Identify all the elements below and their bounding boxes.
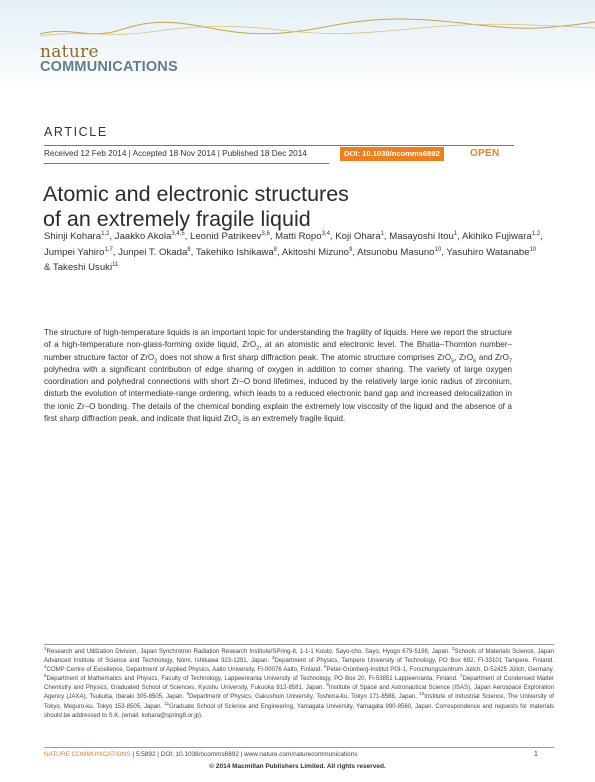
- footnote-text: Department of Condensed Matter Chemistry and Physics, Graduated School of Sciences, Kyushu University, Fukuoka 812-8581, Japan.: [44, 676, 555, 692]
- author-name: Akihiko Fujiwara: [461, 231, 532, 242]
- author-list: [44, 229, 544, 276]
- author-separator: ,: [540, 231, 543, 242]
- author-separator: &: [44, 262, 53, 273]
- abstract-text: is an extremely fragile liquid.: [240, 413, 346, 423]
- subscript: 6: [473, 358, 477, 365]
- abstract-text: , ZrO: [454, 352, 474, 362]
- article-title: [43, 182, 493, 232]
- copyright-notice: © 2014 Macmillan Publishers Limited. All rights reserved.: [209, 763, 386, 770]
- title-line-1: Atomic and electronic structures: [43, 182, 349, 207]
- author-affiliation: 1,2: [101, 230, 110, 237]
- page-number: 1: [534, 751, 538, 758]
- author-name: Atsunobu Masuno: [357, 246, 435, 258]
- journal-logo-wave: [0, 0, 595, 40]
- publication-dates: Received 12 Feb 2014 | Accepted 18 Nov 2014 | Published 18 Dec 2014: [44, 149, 307, 158]
- subscript: 7: [508, 358, 512, 365]
- footnote-number: 5: [323, 664, 327, 670]
- journal-logo-communications: COMMUNICATIONS: [40, 59, 178, 75]
- author-name: Matti Ropo: [275, 231, 322, 242]
- abstract-text: , at an atomistic and electronic level. The Bhatia–Thornton number–number structure factor of ZrO: [44, 340, 512, 362]
- footnote-number: 6: [44, 673, 47, 679]
- footnote-number: 11: [164, 700, 170, 706]
- footnote-text: Peter-Grünberg-Institut PGI-1, Forschungszentrum Jülich, D-52425 Jülich, Germany.: [326, 667, 554, 674]
- subscript: 2: [256, 345, 260, 352]
- author-separator: ,: [457, 231, 462, 242]
- author-name: Shinji Kohara: [44, 231, 102, 242]
- author-affiliation: 1,7: [104, 246, 113, 253]
- author-affiliation: 3,6: [261, 230, 270, 237]
- author-name: Yasuhiro Watanabe: [446, 246, 530, 258]
- author-affiliation: 3,4: [321, 230, 330, 237]
- author-name: Junpei T. Okada: [118, 246, 188, 258]
- footnote-number: 4: [44, 664, 47, 670]
- author-name: Leonid Patrikeev: [190, 231, 262, 242]
- author-separator: ,: [329, 231, 336, 242]
- subscript: 2: [237, 419, 241, 426]
- author-separator: ,: [112, 246, 119, 258]
- open-access-label: OPEN: [470, 148, 500, 159]
- subscript: 2: [154, 358, 158, 365]
- author-separator: ,: [190, 246, 196, 258]
- author-affiliation: 10: [529, 246, 537, 253]
- footnote-number: 9: [186, 691, 190, 697]
- abstract-text: The structure of high-temperature liquids is an important topic for understanding the fragility of liquids. Here we report the structure of a high-temperature non-glass-forming oxide liquid, ZrO: [44, 328, 512, 350]
- footnote-number: 2: [452, 645, 455, 651]
- footnote-text: Schools of Materials Science, Japan Advanced Institute of Science and Technology, Nomi, Ishikawa 923-1291, Japan.: [44, 649, 554, 665]
- abstract-text: and ZrO: [476, 352, 509, 362]
- author-affiliation: 1: [380, 230, 384, 237]
- footnote-text: Department of Physics, Gakushuin University, Toshima-ku, Tokyo 171-8588, Japan.: [189, 694, 420, 701]
- abstract-text: polyhedra with a significant contribution of edge sharing of oxygen in addition to corner sharing. The variety of large oxygen coordination and polyhedral connections with short Zr–O bond lifetimes, induced by the relatively large ionic radius of zirconium, disturb the evolution of intermediate-range ordering, which leads to a reduced electronic band gap and increased delocalization in the ionic Zr–O bonding. The details of the chemical bonding explain the extremely low viscosity of the liquid and the absence of a first sharp diffraction peak, and indicate that liquid ZrO: [44, 364, 512, 423]
- footnote-text: Department of Physics, Tampere University of Technology, PO Box 692, FI-33101 Tampere, Finland.: [274, 658, 555, 665]
- author-name: Koji Ohara: [335, 231, 381, 242]
- footnote-text: COMP Centre of Excellence, Department of Applied Physics, Aalto University, FI-00076 Aalto, Finland.: [46, 667, 324, 674]
- author-separator: ,: [109, 231, 115, 242]
- footnote-number: 10: [419, 691, 425, 697]
- footnote-text: Institute of Industrial Science, The University of Tokyo, Meguro-ku, Tokyo 153-8505, Japan.: [44, 694, 554, 710]
- footnote-number: 8: [326, 682, 329, 688]
- author-affiliation: 3,4,5: [171, 230, 185, 237]
- journal-header-band: [0, 0, 595, 92]
- footnote-number: 7: [459, 673, 463, 679]
- subscript: 5: [451, 358, 455, 365]
- footnote-number: 1: [44, 645, 47, 651]
- author-affiliation: 8: [187, 246, 191, 253]
- author-separator: ,: [383, 231, 390, 242]
- abstract: [44, 327, 512, 425]
- abstract-text: does not show a first sharp diffraction peak. The atomic structure comprises ZrO: [157, 352, 452, 362]
- author-affiliation: 10: [434, 246, 442, 253]
- author-separator: ,: [184, 231, 191, 242]
- author-affiliation: 1: [453, 230, 458, 237]
- author-name: Takeshi Usuki: [52, 262, 113, 273]
- author-affiliation: 11: [112, 261, 119, 268]
- author-name: Jumpei Yahiro: [44, 246, 105, 258]
- doi-badge[interactable]: DOI: 10.1038/ncomms6892: [340, 147, 444, 161]
- author-separator: ,: [277, 246, 282, 258]
- affiliations-footnotes: [44, 645, 555, 721]
- footnote-text: Graduate School of Science and Engineering, Yamagata University, Yamagata 990-8560, Japan. Correspondence and requests for materials should be addressed to S.K. (email: kohara@spring8.or.jp).: [44, 703, 554, 719]
- dates-rule: [44, 163, 329, 164]
- footnote-text: Research and Utilization Division, Japan Synchrotron Radiation Research Institute/SPring-8, 1-1-1 Kouto, Sayo-cho, Sayo, Hyogo 679-5198, Japan.: [46, 649, 453, 655]
- author-separator: ,: [441, 246, 447, 258]
- author-name: Akitoshi Mizuno: [281, 246, 350, 258]
- footnote-rule: [44, 644, 554, 645]
- footnote-text: Department of Mathematics and Physics, Faculty of Technology, Lappeenranta University of Technology, PO Box 20, FI-53851 Lappeenranta, Finland.: [46, 676, 460, 683]
- footer-citation: [44, 751, 357, 758]
- header-rule: [44, 145, 514, 146]
- author-affiliation: 8: [273, 246, 278, 253]
- author-separator: ,: [269, 231, 276, 242]
- article-type-label: ARTICLE: [44, 125, 108, 139]
- author-name: Masayoshi Itou: [389, 231, 454, 242]
- footer-citation-text: | 5:5892 | DOI: 10.1038/ncomms6892 | www.nature.com/naturecommunications: [130, 751, 358, 758]
- footnote-text: Institute of Space and Astronautical Science (ISAS), Japan Aerospace Exploration Agency (JAXA), Tsukuba, Ibaraki 305-8505, Japan.: [44, 685, 555, 701]
- author-name: Takehiko Ishikawa: [195, 246, 274, 258]
- footer-journal-name[interactable]: NATURE COMMUNICATIONS: [44, 751, 131, 758]
- title-line-2: of an extremely fragile liquid: [43, 207, 311, 232]
- author-separator: ,: [352, 246, 358, 258]
- author-affiliation: 9: [349, 246, 353, 253]
- journal-logo-nature: nature: [40, 42, 99, 62]
- footer-rule: [44, 747, 554, 748]
- author-affiliation: 1,2: [531, 230, 541, 237]
- footnote-number: 3: [271, 655, 275, 661]
- author-name: Jaakko Akola: [114, 231, 172, 242]
